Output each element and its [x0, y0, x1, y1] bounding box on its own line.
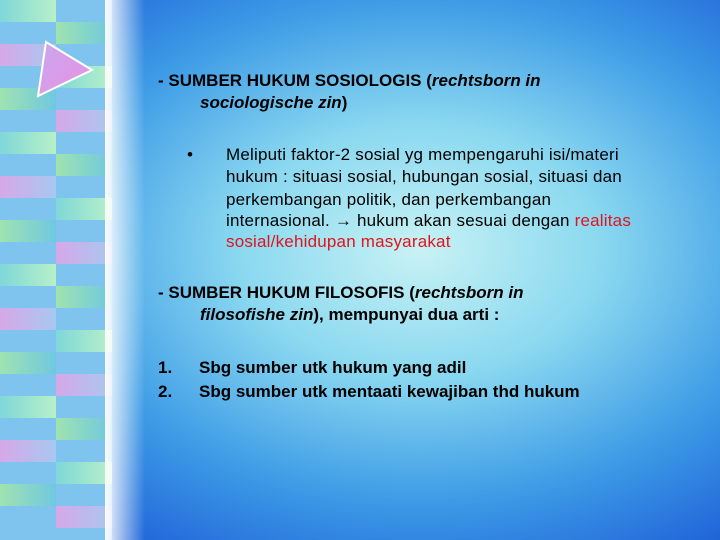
- strip-tile: [56, 154, 112, 176]
- section1-heading-line2: [200, 92, 347, 114]
- bullet-line: [226, 210, 631, 232]
- strip-tile: [0, 484, 56, 506]
- heading-italic-text: filosofishe zin: [200, 305, 314, 324]
- heading-text: ): [341, 93, 348, 112]
- strip-tile: [0, 132, 56, 154]
- strip-tile: [0, 264, 56, 286]
- triangle-play-icon: [34, 40, 94, 100]
- strip-tile: [56, 418, 112, 440]
- list-number: 2.: [158, 382, 173, 401]
- strip-tile: [56, 242, 112, 264]
- strip-tile: [0, 440, 56, 462]
- strip-tile: [56, 374, 112, 396]
- bullet-line-text: hukum akan sesuai dengan: [352, 211, 575, 230]
- heading-text: - SUMBER HUKUM FILOSOFIS (: [158, 283, 415, 302]
- heading-italic-text: rechtsborn in: [431, 71, 541, 90]
- arrow-right-icon: →: [334, 211, 353, 230]
- strip-tile: [0, 0, 56, 22]
- strip-tile: [56, 110, 112, 132]
- bullet-line: hukum : situasi sosial, hubungan sosial, situasi dan: [226, 167, 622, 186]
- heading-text: ), mempunyai dua arti :: [313, 305, 500, 324]
- strip-tile: [0, 352, 56, 374]
- bullet-line-text: internasional.: [226, 211, 335, 230]
- heading-italic-text: sociologische zin: [200, 93, 342, 112]
- bullet-line: perkembangan politik, dan perkembangan: [226, 190, 552, 209]
- bullet-line: Meliputi faktor-2 sosial yg mempengaruhi isi/materi: [226, 145, 619, 164]
- strip-tile: [56, 462, 112, 484]
- strip-tile: [0, 176, 56, 198]
- highlight-text: realitas: [574, 211, 632, 230]
- section1-heading-line1: [158, 70, 541, 92]
- strip-tile: [0, 396, 56, 418]
- strip-tile: [56, 286, 112, 308]
- strip-tile: [0, 308, 56, 330]
- strip-tile: [56, 330, 112, 352]
- section2-heading-line2: [200, 304, 499, 326]
- strip-tile: [0, 220, 56, 242]
- strip-glow: [105, 0, 145, 540]
- strip-tile: [56, 506, 112, 528]
- list-item: Sbg sumber utk hukum yang adil: [199, 358, 467, 377]
- heading-italic-text: rechtsborn in: [414, 283, 524, 302]
- section2-heading-line1: [158, 282, 524, 304]
- bullet-symbol: •: [187, 145, 193, 164]
- decorative-strip: [0, 0, 112, 540]
- heading-text: - SUMBER HUKUM SOSIOLOGIS (: [158, 71, 432, 90]
- highlight-text: sosial/kehidupan masyarakat: [226, 232, 451, 251]
- list-item: Sbg sumber utk mentaati kewajiban thd hukum: [199, 382, 580, 401]
- strip-tile: [56, 198, 112, 220]
- list-number: 1.: [158, 358, 173, 377]
